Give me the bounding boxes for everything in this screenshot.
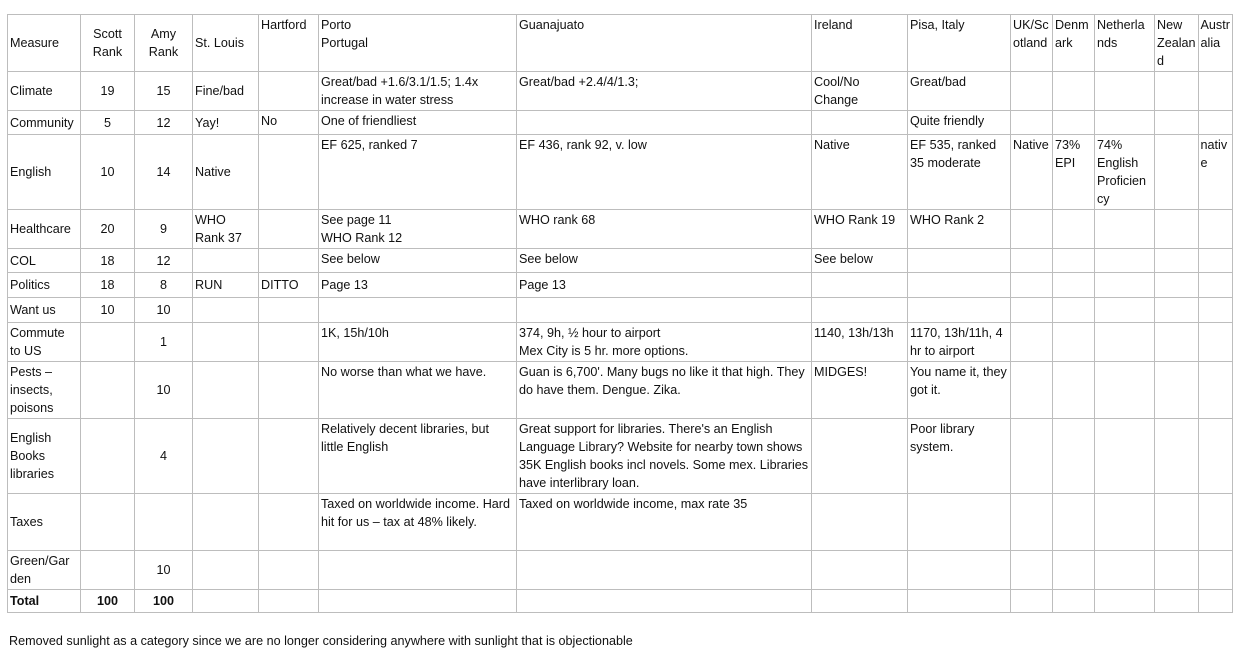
cell-guanajuato: Guan is 6,700'. Many bugs no like it that high. They do have them. Dengue. Zika.	[517, 362, 812, 419]
cell-australia	[1198, 323, 1232, 362]
header-netherlands: Netherla nds	[1095, 15, 1155, 72]
cell-amy-rank: 15	[135, 72, 193, 111]
cell-st-louis	[193, 298, 259, 323]
cell-st-louis	[193, 494, 259, 551]
cell-new-zealand	[1155, 273, 1199, 298]
cell-scott-rank	[81, 419, 135, 494]
cell-denmark	[1053, 323, 1095, 362]
cell-ireland: See below	[812, 249, 908, 273]
cell-porto: No worse than what we have.	[319, 362, 517, 419]
cell-uk-scotland	[1011, 590, 1053, 613]
cell-netherlands	[1095, 249, 1155, 273]
cell-pisa	[908, 249, 1011, 273]
table-row-green-garden	[8, 551, 1233, 590]
cell-australia	[1198, 419, 1232, 494]
header-porto: Porto Portugal	[319, 15, 517, 72]
cell-ireland: MIDGES!	[812, 362, 908, 419]
cell-amy-rank: 12	[135, 111, 193, 135]
cell-australia	[1198, 590, 1232, 613]
cell-scott-rank: 19	[81, 72, 135, 111]
cell-porto: One of friendliest	[319, 111, 517, 135]
cell-guanajuato: Great support for libraries. There's an English Language Library? Website for nearby town shows 35K English books incl novels. Some mex. Libraries have interlibrary loan.	[517, 419, 812, 494]
cell-st-louis	[193, 323, 259, 362]
cell-ireland: 1140, 13h/13h	[812, 323, 908, 362]
cell-guanajuato	[517, 298, 812, 323]
cell-scott-rank	[81, 362, 135, 419]
cell-denmark	[1053, 298, 1095, 323]
cell-hartford	[259, 362, 319, 419]
cell-amy-rank: 10	[135, 551, 193, 590]
cell-ireland	[812, 551, 908, 590]
cell-pisa	[908, 551, 1011, 590]
cell-netherlands	[1095, 362, 1155, 419]
cell-porto: See page 11 WHO Rank 12	[319, 210, 517, 249]
cell-denmark	[1053, 494, 1095, 551]
cell-ireland	[812, 273, 908, 298]
cell-amy-rank: 12	[135, 249, 193, 273]
cell-australia	[1198, 249, 1232, 273]
cell-guanajuato: Page 13	[517, 273, 812, 298]
cell-denmark	[1053, 551, 1095, 590]
cell-st-louis: Yay!	[193, 111, 259, 135]
cell-measure: Community	[8, 111, 81, 135]
cell-porto: Relatively decent libraries, but little English	[319, 419, 517, 494]
cell-hartford	[259, 249, 319, 273]
table-row-community	[8, 111, 1233, 135]
cell-australia: nativ e	[1198, 135, 1232, 210]
cell-st-louis: Fine/bad	[193, 72, 259, 111]
header-pisa: Pisa, Italy	[908, 15, 1011, 72]
table-row-climate	[8, 72, 1233, 111]
table-row-pests	[8, 362, 1233, 419]
cell-new-zealand	[1155, 111, 1199, 135]
header-guanajuato: Guanajuato	[517, 15, 812, 72]
cell-uk-scotland	[1011, 419, 1053, 494]
cell-denmark	[1053, 111, 1095, 135]
cell-porto: 1K, 15h/10h	[319, 323, 517, 362]
cell-hartford	[259, 551, 319, 590]
cell-hartford	[259, 298, 319, 323]
cell-uk-scotland	[1011, 298, 1053, 323]
cell-uk-scotland	[1011, 111, 1053, 135]
cell-new-zealand	[1155, 494, 1199, 551]
cell-measure: Total	[8, 590, 81, 613]
cell-scott-rank: 100	[81, 590, 135, 613]
cell-scott-rank	[81, 494, 135, 551]
header-amy-rank: Amy Rank	[135, 15, 193, 72]
cell-porto: Page 13	[319, 273, 517, 298]
cell-measure: Want us	[8, 298, 81, 323]
cell-amy-rank: 10	[135, 298, 193, 323]
table-row-want-us	[8, 298, 1233, 323]
cell-australia	[1198, 362, 1232, 419]
cell-st-louis: WHO Rank 37	[193, 210, 259, 249]
cell-st-louis: Native	[193, 135, 259, 210]
cell-porto: EF 625, ranked 7	[319, 135, 517, 210]
cell-amy-rank: 100	[135, 590, 193, 613]
table-row-commute	[8, 323, 1233, 362]
cell-new-zealand	[1155, 249, 1199, 273]
table-row-politics	[8, 273, 1233, 298]
cell-pisa: Quite friendly	[908, 111, 1011, 135]
cell-australia	[1198, 72, 1232, 111]
cell-hartford	[259, 323, 319, 362]
cell-st-louis	[193, 551, 259, 590]
cell-porto: Taxed on worldwide income. Hard hit for us – tax at 48% likely.	[319, 494, 517, 551]
header-denmark: Denm ark	[1053, 15, 1095, 72]
cell-guanajuato: 374, 9h, ½ hour to airport Mex City is 5 hr. more options.	[517, 323, 812, 362]
cell-porto	[319, 551, 517, 590]
cell-australia	[1198, 494, 1232, 551]
cell-measure: Climate	[8, 72, 81, 111]
cell-guanajuato: See below	[517, 249, 812, 273]
cell-measure: English	[8, 135, 81, 210]
cell-amy-rank: 1	[135, 323, 193, 362]
cell-pisa: WHO Rank 2	[908, 210, 1011, 249]
cell-pisa: Great/bad	[908, 72, 1011, 111]
cell-uk-scotland: Native	[1011, 135, 1053, 210]
cell-uk-scotland	[1011, 72, 1053, 111]
cell-ireland	[812, 111, 908, 135]
cell-measure: Green/Gar den	[8, 551, 81, 590]
cell-amy-rank: 4	[135, 419, 193, 494]
cell-hartford: No	[259, 111, 319, 135]
header-new-zealand: New Zealan d	[1155, 15, 1199, 72]
cell-hartford: DITTO	[259, 273, 319, 298]
cell-australia	[1198, 298, 1232, 323]
comparison-table	[7, 14, 1233, 613]
cell-scott-rank	[81, 323, 135, 362]
cell-scott-rank: 20	[81, 210, 135, 249]
cell-denmark	[1053, 273, 1095, 298]
cell-st-louis: RUN	[193, 273, 259, 298]
cell-scott-rank: 10	[81, 135, 135, 210]
cell-pisa: 1170, 13h/11h, 4 hr to airport	[908, 323, 1011, 362]
cell-australia	[1198, 551, 1232, 590]
cell-measure: Healthcare	[8, 210, 81, 249]
cell-netherlands	[1095, 551, 1155, 590]
cell-st-louis	[193, 419, 259, 494]
cell-ireland	[812, 419, 908, 494]
cell-pisa	[908, 590, 1011, 613]
cell-uk-scotland	[1011, 494, 1053, 551]
cell-st-louis	[193, 249, 259, 273]
cell-uk-scotland	[1011, 249, 1053, 273]
cell-new-zealand	[1155, 362, 1199, 419]
cell-measure: Politics	[8, 273, 81, 298]
cell-netherlands	[1095, 210, 1155, 249]
cell-ireland: WHO Rank 19	[812, 210, 908, 249]
table-row-total	[8, 590, 1233, 613]
cell-ireland	[812, 590, 908, 613]
cell-uk-scotland	[1011, 551, 1053, 590]
table-row-english	[8, 135, 1233, 210]
cell-measure: COL	[8, 249, 81, 273]
cell-denmark	[1053, 72, 1095, 111]
cell-scott-rank	[81, 551, 135, 590]
cell-netherlands	[1095, 590, 1155, 613]
cell-hartford	[259, 419, 319, 494]
cell-measure: Taxes	[8, 494, 81, 551]
cell-netherlands	[1095, 111, 1155, 135]
table-row-col	[8, 249, 1233, 273]
cell-ireland: Native	[812, 135, 908, 210]
cell-porto: See below	[319, 249, 517, 273]
cell-new-zealand	[1155, 590, 1199, 613]
cell-new-zealand	[1155, 298, 1199, 323]
cell-amy-rank: 8	[135, 273, 193, 298]
cell-porto	[319, 590, 517, 613]
cell-pisa	[908, 298, 1011, 323]
header-row	[8, 15, 1233, 72]
cell-denmark	[1053, 362, 1095, 419]
cell-hartford	[259, 135, 319, 210]
cell-australia	[1198, 273, 1232, 298]
cell-st-louis	[193, 362, 259, 419]
cell-new-zealand	[1155, 551, 1199, 590]
cell-measure: Commute to US	[8, 323, 81, 362]
footnote-text: Removed sunlight as a category since we are no longer considering anywhere with sunlight that is objectionable	[9, 634, 633, 648]
cell-denmark	[1053, 249, 1095, 273]
cell-scott-rank: 5	[81, 111, 135, 135]
cell-new-zealand	[1155, 210, 1199, 249]
cell-guanajuato	[517, 551, 812, 590]
cell-netherlands	[1095, 419, 1155, 494]
cell-netherlands: 74% English Proficien cy	[1095, 135, 1155, 210]
cell-ireland	[812, 298, 908, 323]
table-row-taxes	[8, 494, 1233, 551]
cell-scott-rank: 18	[81, 249, 135, 273]
cell-amy-rank: 9	[135, 210, 193, 249]
cell-guanajuato: EF 436, rank 92, v. low	[517, 135, 812, 210]
cell-guanajuato: Taxed on worldwide income, max rate 35	[517, 494, 812, 551]
cell-ireland: Cool/No Change	[812, 72, 908, 111]
cell-new-zealand	[1155, 72, 1199, 111]
cell-netherlands	[1095, 298, 1155, 323]
cell-scott-rank: 18	[81, 273, 135, 298]
header-australia: Austr alia	[1198, 15, 1232, 72]
cell-pisa: Poor library system.	[908, 419, 1011, 494]
cell-guanajuato	[517, 590, 812, 613]
cell-pisa: EF 535, ranked 35 moderate	[908, 135, 1011, 210]
cell-netherlands	[1095, 323, 1155, 362]
cell-denmark	[1053, 419, 1095, 494]
cell-uk-scotland	[1011, 323, 1053, 362]
cell-porto	[319, 298, 517, 323]
cell-measure: Pests – insects, poisons	[8, 362, 81, 419]
cell-st-louis	[193, 590, 259, 613]
cell-hartford	[259, 210, 319, 249]
cell-guanajuato: WHO rank 68	[517, 210, 812, 249]
cell-uk-scotland	[1011, 273, 1053, 298]
cell-denmark	[1053, 210, 1095, 249]
cell-uk-scotland	[1011, 210, 1053, 249]
table-row-healthcare	[8, 210, 1233, 249]
cell-porto: Great/bad +1.6/3.1/1.5; 1.4x increase in water stress	[319, 72, 517, 111]
cell-new-zealand	[1155, 323, 1199, 362]
table-row-libraries	[8, 419, 1233, 494]
cell-amy-rank: 10	[135, 362, 193, 419]
cell-scott-rank: 10	[81, 298, 135, 323]
header-measure: Measure	[8, 15, 81, 72]
cell-new-zealand	[1155, 135, 1199, 210]
header-ireland: Ireland	[812, 15, 908, 72]
cell-australia	[1198, 210, 1232, 249]
cell-australia	[1198, 111, 1232, 135]
cell-netherlands	[1095, 72, 1155, 111]
header-st-louis: St. Louis	[193, 15, 259, 72]
cell-uk-scotland	[1011, 362, 1053, 419]
header-uk-scotland: UK/Sc otland	[1011, 15, 1053, 72]
cell-amy-rank: 14	[135, 135, 193, 210]
cell-hartford	[259, 494, 319, 551]
header-scott-rank: Scott Rank	[81, 15, 135, 72]
cell-pisa	[908, 273, 1011, 298]
cell-netherlands	[1095, 494, 1155, 551]
cell-netherlands	[1095, 273, 1155, 298]
cell-ireland	[812, 494, 908, 551]
cell-pisa	[908, 494, 1011, 551]
cell-amy-rank	[135, 494, 193, 551]
cell-guanajuato	[517, 111, 812, 135]
cell-guanajuato: Great/bad +2.4/4/1.3;	[517, 72, 812, 111]
cell-denmark	[1053, 590, 1095, 613]
cell-denmark: 73% EPI	[1053, 135, 1095, 210]
cell-pisa: You name it, they got it.	[908, 362, 1011, 419]
cell-new-zealand	[1155, 419, 1199, 494]
cell-measure: English Books libraries	[8, 419, 81, 494]
header-hartford: Hartford	[259, 15, 319, 72]
cell-hartford	[259, 590, 319, 613]
cell-hartford	[259, 72, 319, 111]
